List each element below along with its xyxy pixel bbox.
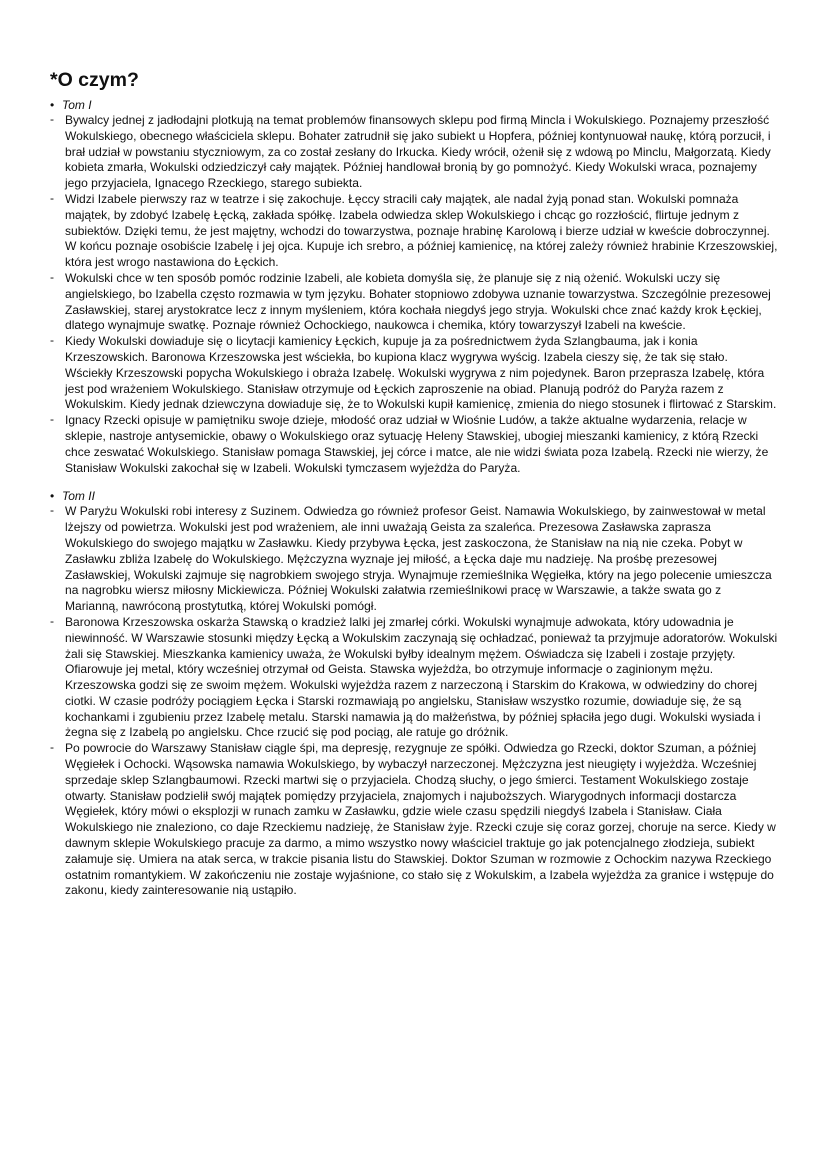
volume-heading-tom-1: [50, 98, 778, 113]
page-title: *O czym?: [50, 69, 139, 91]
list-item: [50, 504, 778, 615]
dash-icon: -: [50, 190, 55, 205]
volume-1-list: [50, 113, 778, 476]
list-item: [50, 334, 778, 413]
list-item-text: Wokulski chce w ten sposób pomóc rodzinie Izabeli, ale kobieta domyśla się, że planuje się z nią ożenić. Wokulski uczy się angielskiego, bo Izabella często rozmawia w tym języku. Bohater stopniowo zdobywa uznanie towarzystwa. Szczególnie prezesowej Zasławskiej, starej arystokratce lecz z innym myśleniem, która kochała niegdyś jego stryja. Wokulski chce znać każdy krok Łęckiej, dlatego wynajmuje swatkę. Poznaje również Ochockiego, naukowca i chemika, który towarzyszył Izabeli na kweście.: [65, 270, 771, 333]
list-item: [50, 192, 778, 271]
volume-label: Tom I: [62, 98, 92, 112]
list-item-text: Po powrocie do Warszawy Stanisław ciągle śpi, ma depresję, rezygnuje ze spółki. Odwiedza go Rzecki, doktor Szuman, a później Węgiełek i Ochocki. Wąsowska namawia Wokulskiego, by wybaczył narzeczonej. Mężczyzna jest nieugięty i wyjeżdża. Wcześniej sprzedaje sklep Szlangbaumowi. Rzecki martwi się o przyjaciela. Chodzą słuchy, o jego śmierci. Testament Wokulskiego zostaje otwarty. Stanisław podzielił swój majątek pomiędzy przyjaciela, znajomych i najuboższych. Wiarygodnych informacji dostarcza Węgiełek, który mówi o eksplozji w runach zamku w Zasławku, gdzie wiele czasu spędzili niegdyś Izabela i Stanisław. Ciała Wokulskiego nie znaleziono, co daje Rzeckiemu nadzieję, że Stanisław żyje. Rzecki czuje się coraz gorzej, choruje na serce. Kiedy w dawnym sklepie Wokulskiego pracuje za darmo, a mimo wszystko nowy właściciel traktuje go jak potencjalnego złodzieja, subiekt załamuje się. Umiera na atak serca, w trakcie pisania listu do Stawskiej. Doktor Szuman w rozmowie z Ochockim nazywa Rzeckiego ostatnim romantykiem. W zakończeniu nie zostaje wyjaśnione, co stało się z Wokulskim, a Izabela wyjeżdża za granice i wstępuje do zakonu, kiedy zainteresowanie nią ustąpiło.: [65, 741, 776, 898]
list-item: [50, 741, 778, 899]
list-item-text: Ignacy Rzecki opisuje w pamiętniku swoje dzieje, młodość oraz udział w Wiośnie Ludów, a także aktualne wydarzenia, relacje w sklepie, nastroje antysemickie, obawy o Wokulskiego oraz sytuację Heleny Stawskiej, ubogiej mieszanki kamienicy, z którą Rzecki chce zeswatać Wokulskiego. Stanisław pomaga Stawskiej, jej córce i matce, ale nie widzi świata poza Izabelą. Rzecki nie wierzy, że Stanisław Wokulski zakochał się w Izabeli. Wokulski tymczasem wyjeżdża do Paryża.: [65, 413, 769, 475]
bullet-icon: •: [50, 489, 55, 504]
list-item-text: Baronowa Krzeszowska oskarża Stawską o kradzież lalki jej zmarłej córki. Wokulski wynajmuje adwokata, który udowadnia je niewinność. W Warszawie stosunki między Łęcką a Wokulskim zaczynają się ochładzać, ponieważ ta przyjmuje adoratorów. Wokulski żali się Stawskiej. Mieszkanka kamienicy uważa, że Wokulski byłby idealnym mężem. Oświadcza się Izabeli i zostaje przyjęty. Ofiarowuje jej metal, który wcześniej otrzymał od Geista. Stawska wyjeżdża, bo otrzymuje informacje o zaginionym mężu. Krzeszowska godzi się ze swoim mężem. Wokulski wyjeżdża razem z narzeczoną i Starskim do Krakowa, w odwiedziny do chorej ciotki. W czasie podróży pociągiem Łęcka i Starski rozmawiają po angielsku, Stanisław wszystko rozumie, dowiaduje się, że są kochankami i zgubieniu przez Izabelę metalu. Starski namawia ją do małżeństwa, by później spłaciła jego dugi. Wokulski wysiada i żegna się z Izabelą po angielsku. Chce rzucić się pod pociąg, ale ratuje go dróżnik.: [65, 614, 778, 740]
list-item: [50, 271, 778, 334]
list-item-text: Bywalcy jednej z jadłodajni plotkują na temat problemów finansowych sklepu pod firmą Mincla i Wokulskiego. Poznajemy przeszłość Wokulskiego, obecnego właściciela sklepu. Bohater zatrudnił się jako subiekt u Hopfera, później kontynuował naukę, którą porzucił, i brał udział w powstaniu styczniowym, za co został zesłany do Irkucka. Kiedy wrócił, ożenił się z wdową po Minclu, Małgorzatą. Kiedy kobieta zmarła, Wokulski odziedziczył cały majątek. Później handlował bronią by go pomnożyć. Kiedy Wokulski wraca, poznajemy jego przyjaciela, Ignacego Rzeckiego, starego subiekta.: [65, 113, 771, 191]
dash-icon: -: [50, 269, 55, 284]
volume-heading-tom-2: [50, 489, 778, 504]
list-item-text: Kiedy Wokulski dowiaduje się o licytacji kamienicy Łęckich, kupuje ja za pośrednictwem żyda Szlangbauma, jak i konia Krzeszowskich. Baronowa Krzeszowska jest wściekła, bo kupiona klacz wygrywa wyścig. Izabela cieszy się, że tak się stało. Wściekły Krzeszowski popycha Wokulskiego i obraża Izabelę. Wokulski wygrywa z nim pojedynek. Baron przeprasza Izabelę, która jest pod wrażeniem Wokulskiego. Stanisław otrzymuje od Łęckich zaproszenie na obiad. Planują podróż do Paryża razem z Wokulskim. Kiedy jednak dziewczyna dowiaduje się, że to Wokulski kupił kamienicę, zmienia do niego stosunek i flirtować z Starskim.: [65, 334, 777, 412]
volume-label: Tom II: [62, 489, 95, 504]
list-item-text: W Paryżu Wokulski robi interesy z Suzinem. Odwiedza go również profesor Geist. Namawia Wokulskiego, by zainwestował w metal lżejszy od powietrza. Wokulski jest pod wrażeniem, ale inni uważają Geista za szaleńca. Prezesowa Zasławska zaprasza Wokulskiego do swojego majątku w Zasławku. Kiedy przybywa Łęcka, jest zaskoczona, że Stanisław na nią nie czeka. Pobyt w Zasławku zbliża Izabelę do Wokulskiego. Mężczyzna wyznaje jej miłość, a Łęcka daje mu nadzieję. Na prośbę prezesowej Zasławskiej, Wokulski zajmuje się nagrobkiem swojego stryja. Wynajmuje rzemieślnika Węgiełka, który na jego polecenie umieszcza na nagrobku wiersz miłosny Mickiewicza. Później Wokulski załatwia rzemieślnikowi pracę w Warszawie, a także swata go z Marianną, nawróconą prostytutką, której Wokulski pomógł.: [65, 504, 772, 614]
dash-icon: -: [50, 112, 55, 126]
list-item: [50, 113, 778, 192]
dash-icon: -: [50, 333, 55, 348]
dash-icon: -: [50, 503, 55, 518]
list-item-text: Widzi Izabele pierwszy raz w teatrze i się zakochuje. Łęccy stracili cały majątek, ale nadal żyją ponad stan. Wokulski pomnaża majątek, by zdobyć Izabelę Łęcką, zakłada spółkę. Izabela odwiedza sklep Wokulskiego i chcąc go rozzłościć, flirtuje jednym z subiektów. Dzięki temu, że jest majętny, wchodzi do towarzystwa, poznaje hrabinę Karolową i bierze udział w kweście dobroczynnej. W końcu poznaje osobiście Izabelę i jej ojca. Kupuje ich srebro, a później kamienicę, na której zależy również hrabinie Krzeszowskiej, która jest wrogo nastawiona do Łęckich.: [65, 191, 778, 270]
bullet-icon: •: [50, 98, 55, 112]
list-item: [50, 413, 778, 476]
dash-icon: -: [50, 613, 55, 628]
dash-icon: -: [50, 412, 55, 427]
volume-2-list: [50, 504, 778, 899]
dash-icon: -: [50, 740, 55, 755]
list-item: [50, 615, 778, 741]
